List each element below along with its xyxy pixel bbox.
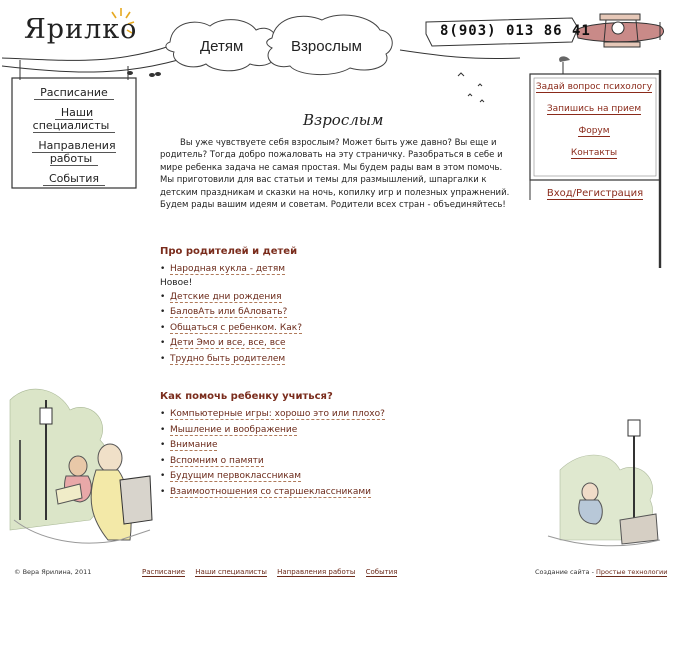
- footer-link-schedule[interactable]: Расписание: [142, 568, 186, 576]
- article-link[interactable]: Общаться с ребенком. Как?: [170, 322, 302, 333]
- section-title-parents: Про родителей и детей: [160, 246, 298, 257]
- section-title-learning: Как помочь ребенку учиться?: [160, 391, 333, 402]
- left-menu: [14, 86, 134, 192]
- list-item: [160, 469, 480, 485]
- list-item: [160, 454, 480, 470]
- list-item: [160, 305, 480, 321]
- list-item: [160, 352, 480, 368]
- page-title: Взрослым: [303, 111, 384, 129]
- intro-text: Вы уже чувствуете себя взрослым? Может быть уже давно? Вы еще и родитель? Тогда добро пожаловать на эту страничку. Разобраться в себе и мире ребенка задача не самая простая. Мы будем рады вам в этом помочь. Мы приготовили для вас статьи и темы для размышлений, шпаргалки к детским праздникам и сказки на ночь, копилку игр и полезных упражнений. Будем рады вашим идеям и советам. Родители всех стран - объединяйтесь!: [160, 138, 510, 211]
- footer-link-directions[interactable]: Направления работы: [277, 568, 356, 576]
- credit-prefix: Создание сайта -: [535, 568, 597, 576]
- credit-link[interactable]: Простые технологии: [596, 568, 668, 576]
- left-menu-item-label: События: [43, 172, 105, 186]
- login-register-link[interactable]: Вход/Регистрация: [546, 188, 644, 199]
- article-link[interactable]: Внимание: [170, 440, 218, 451]
- section-title: [160, 239, 297, 258]
- footer-credit: [535, 568, 667, 576]
- right-menu-item-appointment[interactable]: Запишись на прием: [546, 104, 642, 114]
- list-item: [160, 423, 480, 439]
- boy-illustration: [548, 420, 660, 546]
- new-badge: Новое!: [160, 277, 193, 288]
- article-link[interactable]: БаловАть или бАловать?: [170, 307, 288, 318]
- article-link[interactable]: Компьютерные игры: хорошо это или плохо?: [170, 409, 385, 419]
- article-link[interactable]: Трудно быть родителем: [170, 353, 286, 364]
- article-link[interactable]: Вспомним о памяти: [170, 455, 264, 466]
- list-item: [160, 485, 480, 501]
- right-menu-item-contacts[interactable]: Контакты: [570, 148, 618, 158]
- list-item: [160, 321, 480, 337]
- footer-nav: [142, 568, 405, 576]
- login-container: [530, 188, 660, 199]
- park-illustration: [10, 389, 152, 543]
- article-link[interactable]: Будущим первоклассникам: [170, 471, 302, 482]
- footer-link-events[interactable]: События: [365, 568, 398, 576]
- list-item: [160, 290, 480, 306]
- left-menu-item-directions[interactable]: [14, 139, 134, 165]
- article-link[interactable]: Мышление и воображение: [170, 424, 298, 435]
- right-menu: [532, 82, 656, 170]
- list-item: [160, 438, 480, 454]
- nav-link-adults[interactable]: Взрослым: [291, 38, 362, 55]
- phone-number: 8(903) 013 86 41: [440, 23, 591, 39]
- nav-link-kids[interactable]: Детям: [200, 38, 244, 55]
- article-link[interactable]: Дети Эмо и все, все, все: [170, 338, 286, 349]
- list-item: [160, 336, 480, 352]
- right-menu-row: [532, 148, 656, 158]
- right-menu-item-forum[interactable]: Форум: [578, 126, 610, 136]
- left-menu-item-label: Наши специалисты: [33, 106, 116, 133]
- left-menu-item-label: Расписание: [34, 86, 114, 100]
- logo-text: Ярилко: [24, 14, 138, 45]
- article-link[interactable]: Детские дни рождения: [170, 291, 282, 302]
- right-menu-row: [532, 82, 656, 92]
- left-menu-item-events[interactable]: [14, 172, 134, 185]
- left-menu-item-schedule[interactable]: [14, 86, 134, 99]
- footer-link-specialists[interactable]: Наши специалисты: [195, 568, 267, 576]
- right-menu-row: [532, 126, 656, 136]
- list-item: [160, 262, 480, 278]
- article-link[interactable]: Народная кукла - детям: [170, 264, 286, 274]
- right-menu-item-ask-psychologist[interactable]: Задай вопрос психологу: [535, 82, 653, 92]
- section-list-learning: [160, 407, 480, 501]
- right-menu-row: [532, 104, 656, 114]
- copyright: © Вера Ярилина, 2011: [14, 568, 92, 576]
- site-logo[interactable]: [24, 14, 137, 45]
- left-menu-item-label: Направления работы: [32, 139, 115, 166]
- section-title: [160, 384, 333, 403]
- article-link[interactable]: Взаимоотношения со старшеклассниками: [170, 486, 371, 497]
- list-item: [160, 407, 480, 423]
- left-menu-item-specialists[interactable]: [14, 106, 134, 132]
- section-list-parents: [160, 262, 480, 368]
